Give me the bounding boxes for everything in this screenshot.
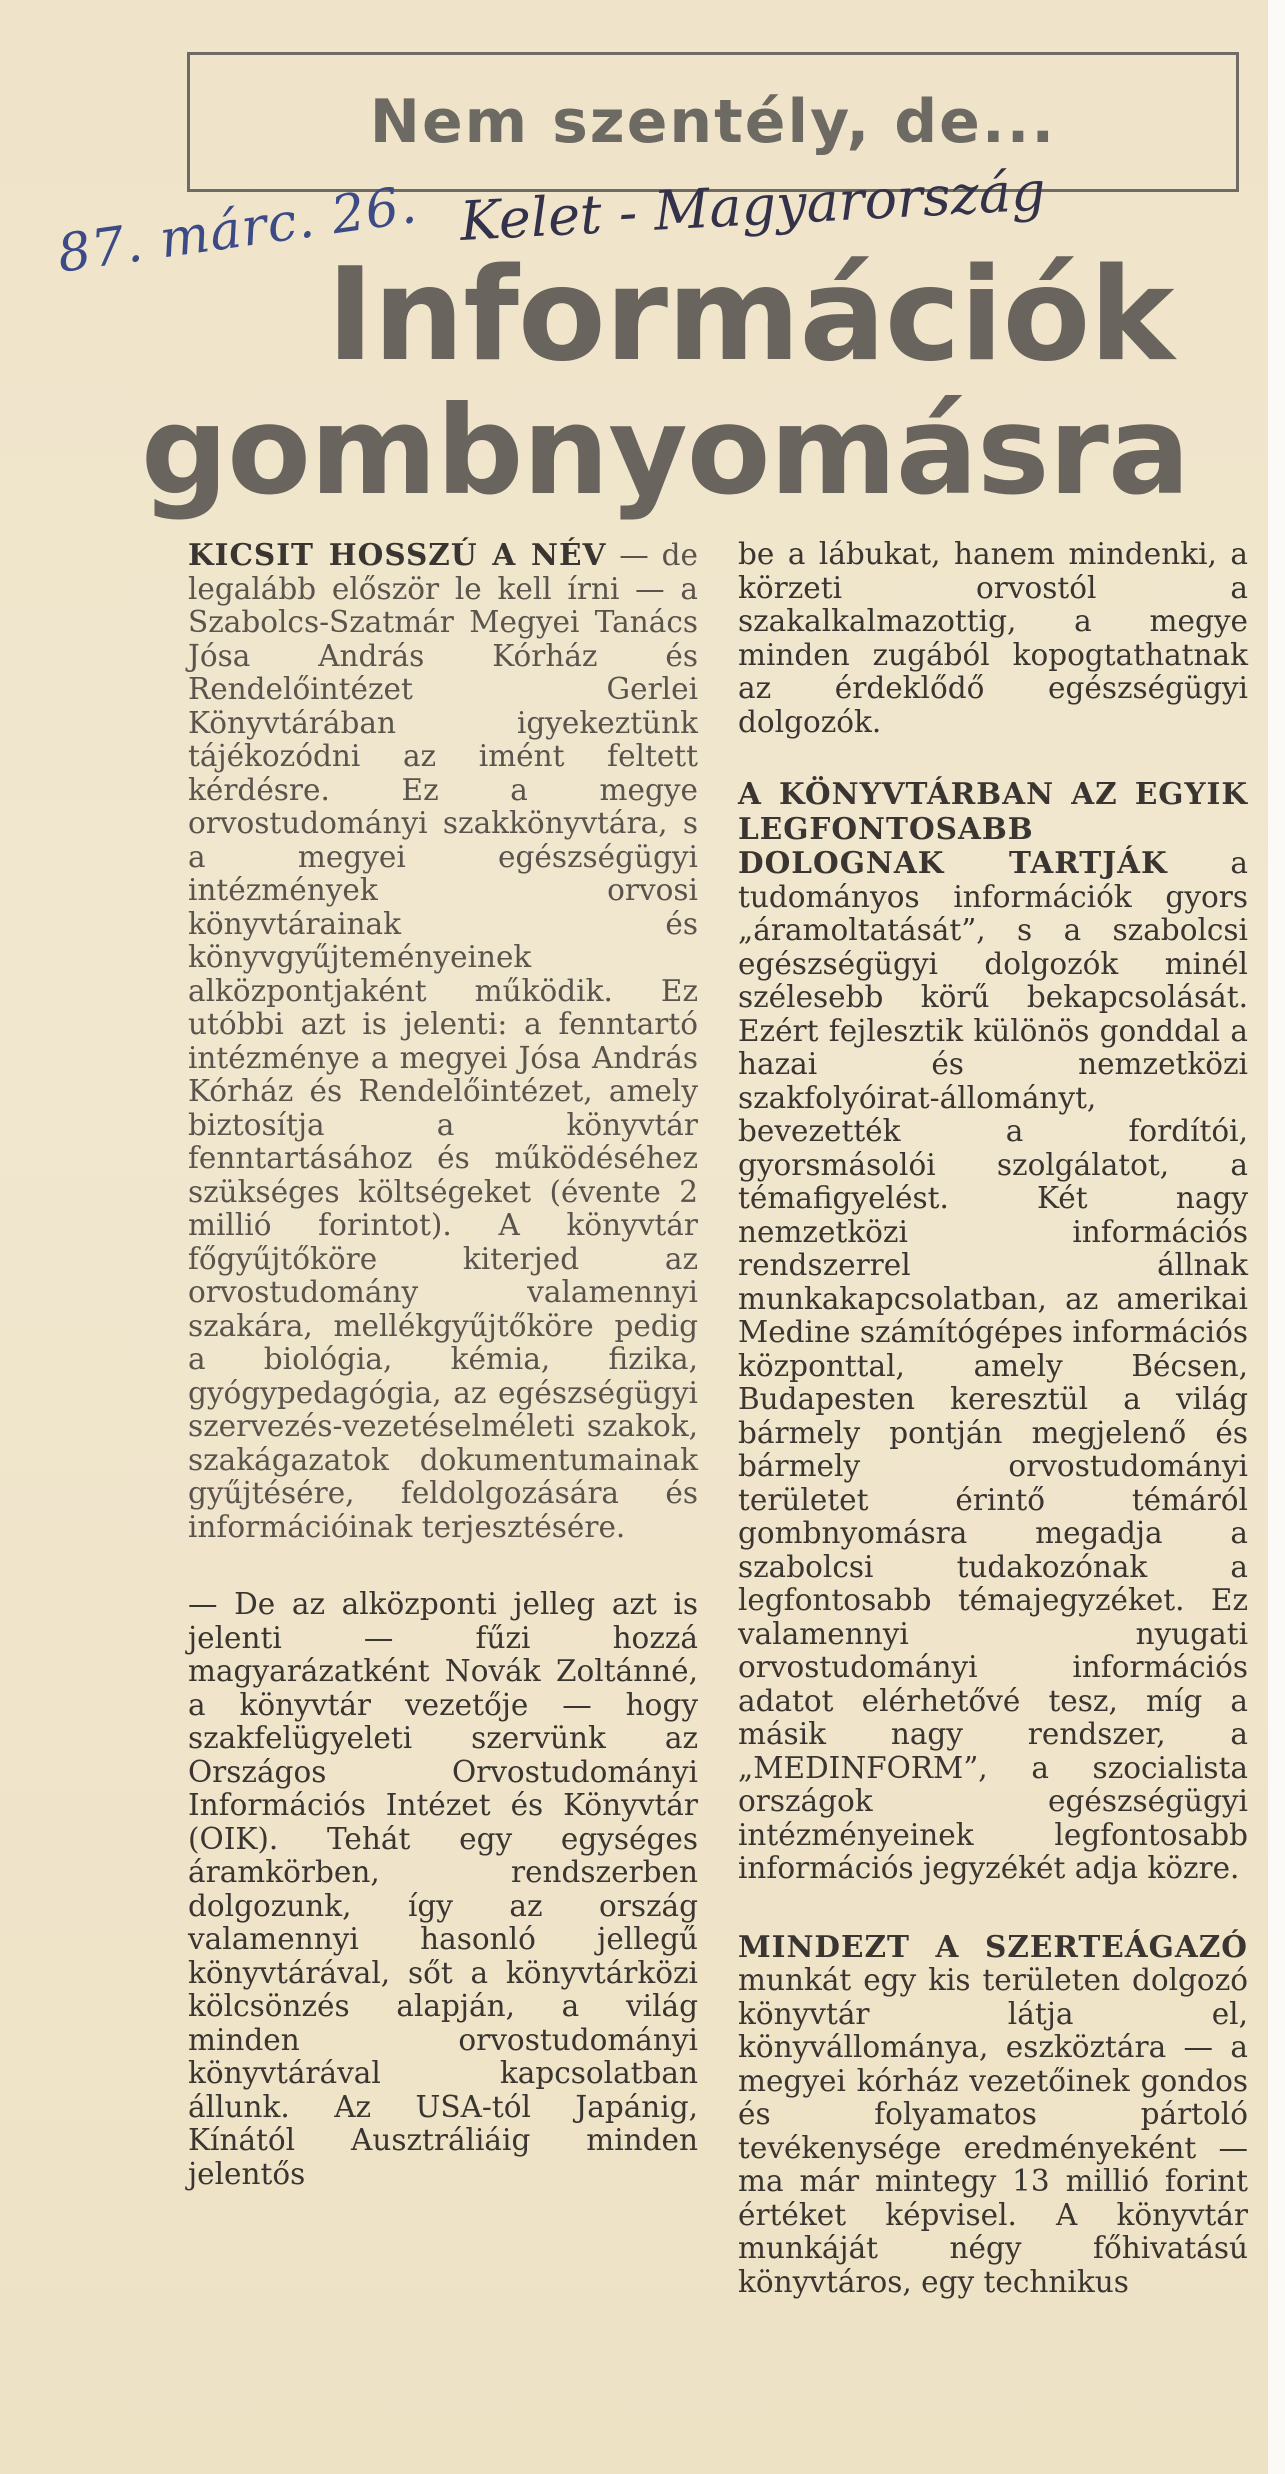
paragraph: — De az alközponti jelleg azt is jelenti — fűzi hozzá magyarázatként Novák Zoltánné, a könyvtár vezetője — hogy szakfelügyeleti szervünk az Országos Orvostudományi Információs Intézet és Könyvtár (OIK). Tehát egy egységes áramkörben, rendszerben dolgozunk, így az ország valamennyi hasonló jellegű könyvtárával, sőt a könyvtárközi kölcsönzés alapján, a világ minden orvostudományi könyvtárával kapcsolatban állunk. Az USA-tól Japánig, Kínától Ausztráliáig minden jelentős: [188, 1587, 698, 2191]
paragraph-lead: KICSIT HOSSZÚ A NÉV: [188, 537, 607, 572]
paragraph: [738, 1930, 1248, 2300]
handwritten-source: Kelet - Magyarország: [458, 159, 1048, 253]
paragraph-body: — de legalább először le kell írni — a Szabolcs-Szatmár Megyei Tanács Jósa András Kórház és Rendelőintézet Gerlei Könyvtárában igyekeztünk tájékozódni az imént feltett kérdésre. Ez a megye orvostudományi szakkönyvtára, s a megyei egészségügyi intézmények orvosi könyvtárainak és könyvgyűjteményeinek alközpontjaként működik. Ez utóbbi azt is jelenti: a fenntartó intézménye a megyei Jósa András Kórház és Rendelőintézet, amely biztosítja a könyvtár fenntartásához és működéséhez szükséges költségeket (évente 2 millió forintot). A könyvtár főgyűjtőköre kiterjed az orvostudomány valamennyi szakára, mellékgyűjtőköre pedig a biológia, kémia, fizika, gyógypedagógia, az egészségügyi szervezés-vezetéselméleti szakok, szakágazatok dokumentumainak gyűjtésére, feldolgozására és információinak terjesztésére.: [188, 538, 698, 1544]
headline-line-1: Információk: [326, 241, 1174, 390]
article-column-left: [188, 538, 698, 2191]
scan-margin: [1268, 0, 1285, 2474]
headline: [140, 241, 1190, 522]
kicker-box: [187, 52, 1239, 192]
paragraph: be a lábukat, hanem mindenki, a körzeti orvostól a szakalkalmazottig, a megye minden zugából kopogtathatnak az érdeklődő egészségügyi dolgozók.: [738, 537, 1248, 739]
paragraph: [738, 777, 1248, 1886]
paragraph-body: a tudományos információk gyors „áramoltatását”, s a szabolcsi egészségügyi dolgozók minél szélesebb körű bekapcsolását. Ezért fejlesztik különös gonddal a hazai és nemzetközi szakfolyóirat-állományt, bevezették a fordítói, gyorsmásolói szolgálatot, a témafigyelést. Két nagy nemzetközi információs rendszerrel állnak munkakapcsolatban, az amerikai Medine számítógépes információs központtal, amely Bécsen, Budapesten keresztül a világ bármely pontján megjelenő és bármely orvostudományi területet érintő témáról gombnyomásra megadja a szabolcsi tudakozónak a legfontosabb témajegyzéket. Ez valamennyi nyugati orvostudományi információs adatot elérhetővé tesz, míg a másik nagy rendszer, a „MEDINFORM”, a szocialista országok egészségügyi intézményeinek legfontosabb információs jegyzékét adja közre.: [738, 846, 1248, 1885]
paragraph: [188, 538, 698, 1544]
paragraph-lead: A KÖNYVTÁRBAN AZ EGYIK LEGFONTOSABB DOLOGNAK TARTJÁK: [738, 776, 1248, 880]
paragraph-lead: MINDEZT A SZERTEÁGAZÓ: [738, 1928, 1248, 1964]
kicker: Nem szentély, de...: [369, 87, 1057, 157]
paragraph-body: munkát egy kis területen dolgozó könyvtár látja el, könyvállománya, eszköztára — a megyei kórház vezetőinek gondos és folyamatos pártoló tevékenysége eredményeként — ma már mintegy 13 millió forint értéket képvisel. A könyvtár munkáját négy főhivatású könyvtáros, egy technikus: [738, 1963, 1248, 2299]
headline-line-2: gombnyomásra: [140, 380, 1190, 522]
handwritten-date: 87. márc. 26.: [53, 174, 421, 285]
article-column-right: [738, 538, 1248, 2299]
